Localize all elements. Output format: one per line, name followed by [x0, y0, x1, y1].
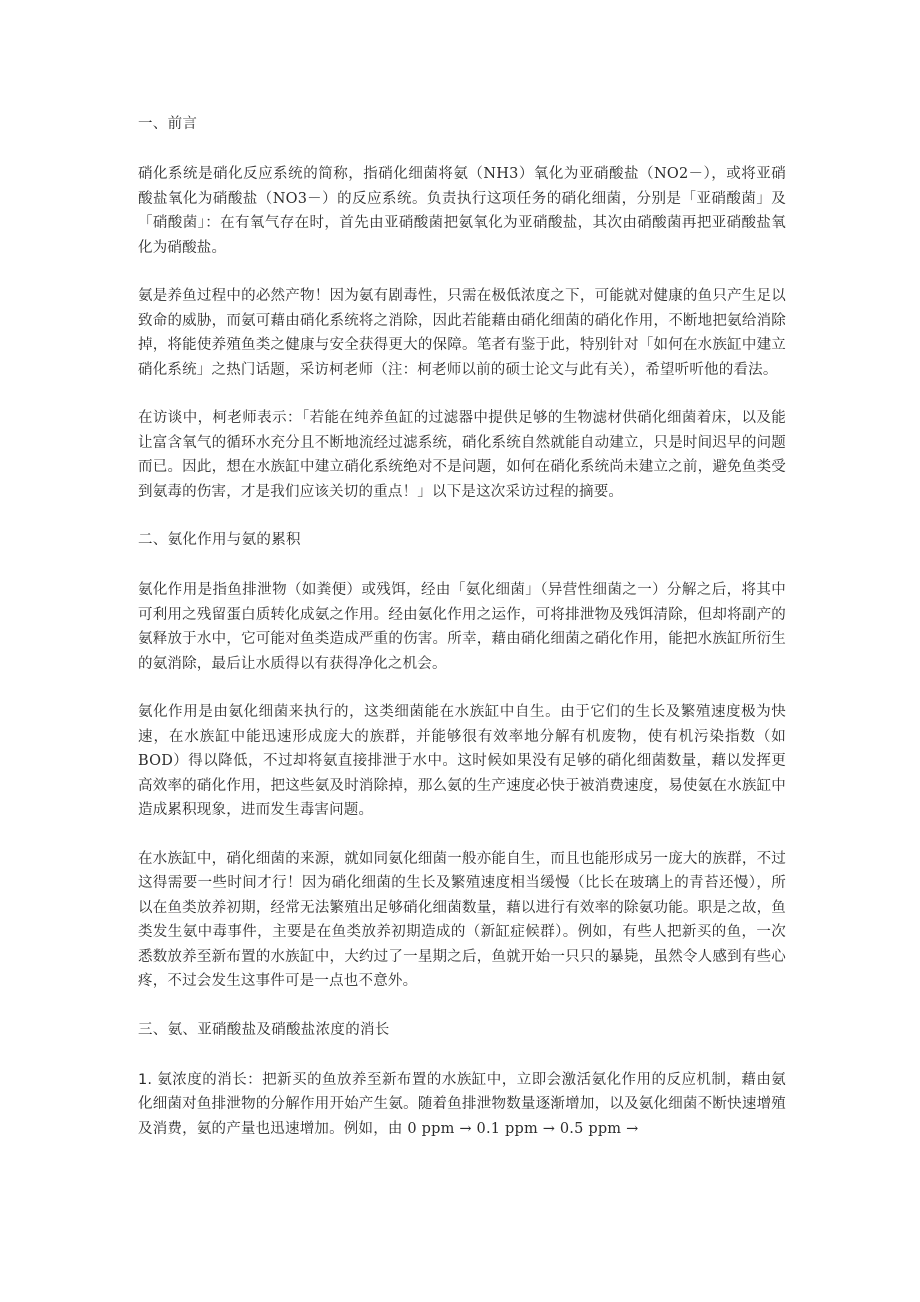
paragraph-ammonia-concentration-text: 氨浓度的消长：把新买的鱼放养至新布置的水族缸中，立即会激活氨化作用的反应机制，藉由氨化细菌对鱼排泄物的分解作用开始产生氨。随着鱼排泄物数量逐渐增加，以及氨化细菌不断快速增殖及消费，氨的产量也迅速增加。例如，由 0 ppm → 0.1 ppm → 0.5 ppm → [138, 1071, 786, 1137]
list-number: 1. [138, 1071, 158, 1088]
paragraph-ammonifying-bacteria: 氨化作用是由氨化细菌来执行的，这类细菌能在水族缸中自生。由于它们的生长及繁殖速度极为快速，在水族缸中能迅速形成庞大的族群，并能够很有效率地分解有机废物，使有机污染指数（如BOD）得以降低，不过却将氨直接排泄于水中。这时候如果没有足够的硝化细菌数量，藉以发挥更高效率的硝化作用，把这些氨及时消除掉，那么氨的生产速度必快于被消费速度，易使氨在水族缸中造成累积现象，进而发生毒害问题。 [138, 704, 786, 818]
paragraph-nitrifying-bacteria-source: 在水族缸中，硝化细菌的来源，就如同氨化细菌一般亦能自生，而且也能形成另一庞大的族群，不过这得需要一些时间才行！因为硝化细菌的生长及繁殖速度相当缓慢（比长在玻璃上的青苔还慢），所以在鱼类放养初期，经常无法繁殖出足够硝化细菌数量，藉以进行有效率的除氨功能。职是之故，鱼类发生氨中毒事件，主要是在鱼类放养初期造成的（新缸症候群）。例如，有些人把新买的鱼，一次悉数放养至新布置的水族缸中，大约过了一星期之后，鱼就开始一只只的暴毙，虽然令人感到有些心疼，不过会发生这事件可是一点也不意外。 [138, 850, 786, 989]
paragraph-interview: 在访谈中，柯老师表示：「若能在纯养鱼缸的过滤器中提供足够的生物滤材供硝化细菌着床，以及能让富含氧气的循环水充分且不断地流经过滤系统，硝化系统自然就能自动建立，只是时间迟早的问题而已。因此，想在水族缸中建立硝化系统绝对不是问题，如何在硝化系统尚未建立之前，避免鱼类受到氨毒的伤害，才是我们应该关切的重点！」以下是这次采访过程的摘要。 [138, 410, 786, 500]
section-heading-intro: 一、前言 [138, 116, 198, 132]
paragraph-ammonia-toxicity: 氨是养鱼过程中的必然产物！因为氨有剧毒性，只需在极低浓度之下，可能就对健康的鱼只产生足以致命的威胁，而氨可藉由硝化系统将之消除，因此若能藉由硝化细菌的硝化作用，不断地把氨给消除掉，将能使养殖鱼类之健康与安全获得更大的保障。笔者有鉴于此，特别针对「如何在水族缸中建立硝化系统」之热门话题，采访柯老师（注：柯老师以前的硕士论文与此有关），希望听听他的看法。 [138, 288, 786, 378]
document-page [138, 112, 786, 1141]
paragraph-ammonification-definition: 氨化作用是指鱼排泄物（如粪便）或残饵，经由「氨化细菌」（异营性细菌之一）分解之后，将其中可利用之残留蛋白质转化成氨之作用。经由氨化作用之运作，可将排泄物及残饵清除，但却将副产的氨释放于水中，它可能对鱼类造成严重的伤害。所幸，藉由硝化细菌之硝化作用，能把水族缸所衍生的氨消除，最后让水质得以有获得净化之机会。 [138, 582, 786, 672]
section-heading-ammonification: 二、氨化作用与氨的累积 [138, 532, 301, 548]
paragraph-ammonia-concentration [138, 1068, 786, 1142]
section-heading-concentration-changes: 三、氨、亚硝酸盐及硝酸盐浓度的消长 [138, 1021, 390, 1038]
paragraph-definition: 硝化系统是硝化反应系统的简称，指硝化细菌将氨（NH3）氧化为亚硝酸盐（NO2－），或将亚硝酸盐氧化为硝酸盐（NO3－）的反应系统。负责执行这项任务的硝化细菌，分别是「亚硝酸菌」及「硝酸菌」：在有氧气存在时，首先由亚硝酸菌把氨氧化为亚硝酸盐，其次由硝酸菌再把亚硝酸盐氧化为硝酸盐。 [138, 166, 786, 256]
